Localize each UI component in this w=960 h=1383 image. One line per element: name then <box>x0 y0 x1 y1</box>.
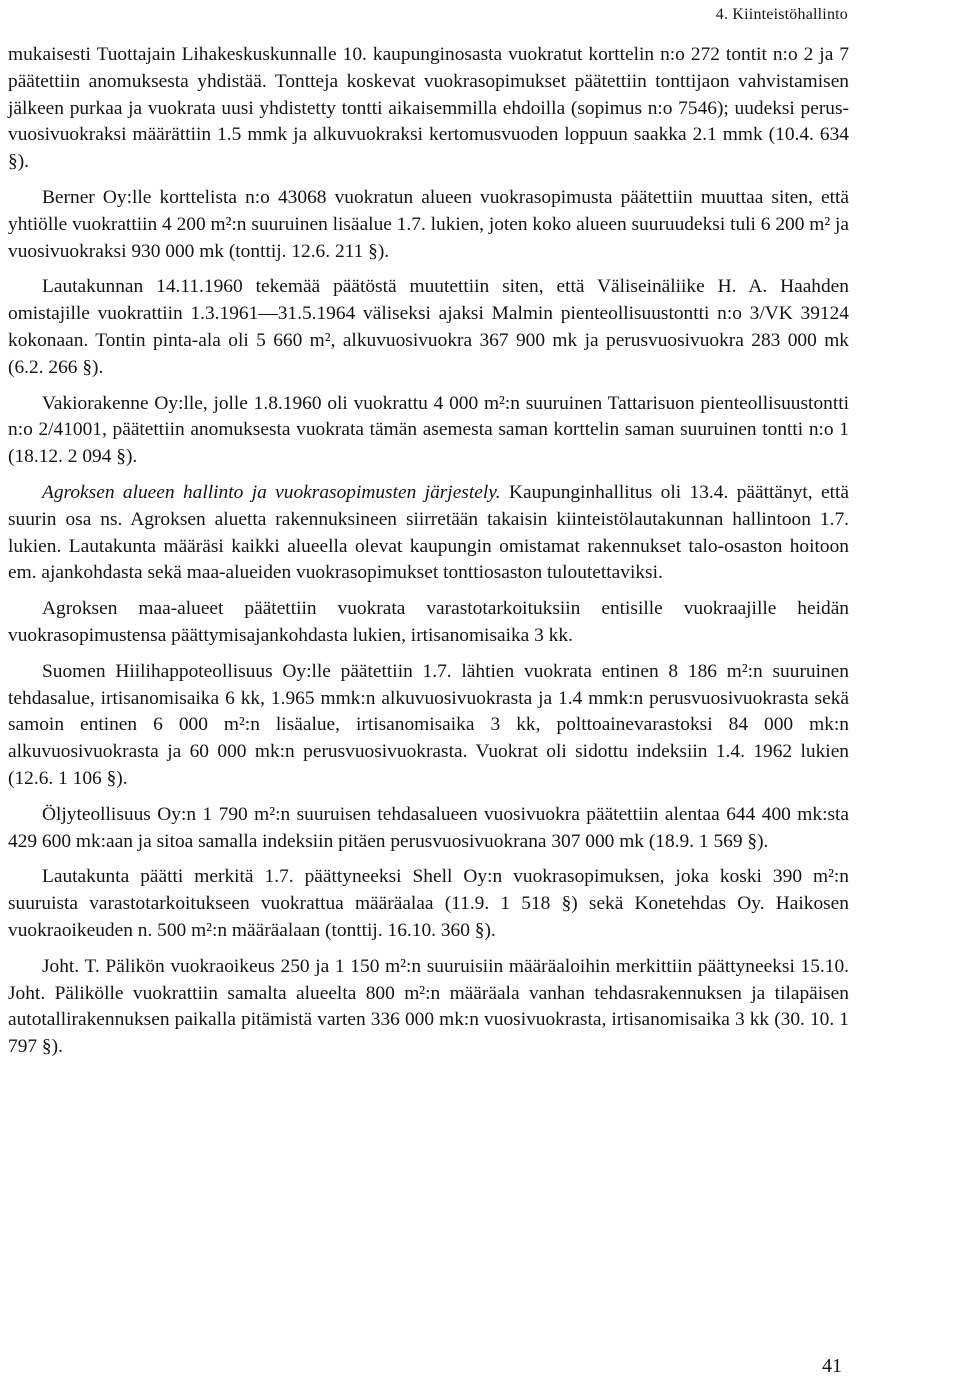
body-text <box>8 42 849 1061</box>
paragraph-5 <box>8 480 849 587</box>
paragraph-6: Agroksen maa-alueet päätettiin vuokrata varastotarkoituksiin entisille vuokraajille heidän vuokrasopimustensa päättymisajankohdasta lukien, irtisanomisaika 3 kk. <box>8 598 849 646</box>
section-heading: Agroksen alueen hallinto ja vuokrasopimusten järjestely. <box>42 481 501 503</box>
paragraph-10: Joht. T. Pälikön vuokraoikeus 250 ja 1 150 m²:n suuruisiin määräaloihin merkittiin päättyneeksi 15.10. Joht. Pälikölle vuokrattiin samalta alueelta 800 m²:n määräala vanhan tehdasrakennuksen ja tilapäisen autotallirakennuksen paikalla pitämistä varten 336 000 mk:n vuosivuokrasta, irtisanomisaika 3 kk (30. 10. 1 797 §). <box>8 955 849 1058</box>
paragraph-2: Berner Oy:lle korttelista n:o 43068 vuokratun alueen vuokrasopimusta päätettiin muuttaa siten, että yhtiölle vuokrattiin 4 200 m²:n suuruinen lisäalue 1.7. lukien, joten koko alueen suuruudeksi tuli 6 200 m² ja vuosivuokraksi 930 000 mk (tonttij. 12.6. 211 §). <box>8 186 849 262</box>
paragraph-5-text: Kaupunginhallitus oli 13.4. päättänyt, että suurin osa ns. Agroksen aluetta rakennuksineen siirretään takaisin kiinteistölautakunnan hallintoon 1.7. lukien. Lautakunta määräsi kaikki alueella olevat kaupungin omistamat rakennukset talo-osaston hoitoon em. ajankohdasta sekä maa-alueiden vuokrasopimukset tonttiosaston tuloutettaviksi. <box>8 481 850 584</box>
paragraph-8: Öljyteollisuus Oy:n 1 790 m²:n suuruisen tehdasalueen vuosivuokra päätettiin alentaa 644 400 mk:sta 429 600 mk:aan ja sitoa samalla indeksiin pitäen perusvuosivuokrana 307 000 mk (18.9. 1 569 §). <box>8 803 849 852</box>
paragraph-4: Vakiorakenne Oy:lle, jolle 1.8.1960 oli vuokrattu 4 000 m²:n suuruinen Tattarisuon pienteollisuustontti n:o 2/41001, päätettiin anomuksesta vuokrata tämän asemesta saman korttelin saman suuruinen tontti n:o 1 (18.12. 2 094 §). <box>8 392 849 468</box>
page-number: 41 <box>822 1355 842 1377</box>
paragraph-1: mukaisesti Tuottajain Lihakeskuskunnalle 10. kaupunginosasta vuokratut korttelin n:o 272 tontit n:o 2 ja 7 päätettiin anomuksesta yhdistää. Tontteja koskevat vuokrasopimukset päätettiin tonttijaon vahvistamisen jälkeen purkaa ja vuokrata uusi yhdistetty tontti aikaisemmilla ehdoilla (sopimus n:o 7546); uudeksi perusvuosivuokraksi määrättiin 1.5 mmk ja alkuvuokraksi kertomusvuoden loppuun saakka 2.1 mmk (10.4. 634 §). <box>8 44 849 173</box>
paragraph-3: Lautakunnan 14.11.1960 tekemää päätöstä muutettiin siten, että Väliseinäliike H. A. Haahden omistajille vuokrattiin 1.3.1961—31.5.1964 väliseksi ajaksi Malmin pienteollisuustontti n:o 3/VK 39124 kokonaan. Tontin pinta-ala oli 5 660 m², alkuvuosivuokra 367 900 mk ja perusvuosivuokra 283 000 mk (6.2. 266 §). <box>8 276 849 378</box>
paragraph-9: Lautakunta päätti merkitä 1.7. päättyneeksi Shell Oy:n vuokrasopimuksen, joka koski 390 m²:n suuruista varastotarkoitukseen vuokrattua määräalaa (11.9. 1 518 §) sekä Konetehdas Oy. Haikosen vuokraoikeuden n. 500 m²:n määräalaan (tonttij. 16.10. 360 §). <box>8 866 849 941</box>
running-head: 4. Kiinteistöhallinto <box>715 6 848 23</box>
paragraph-7: Suomen Hiilihappoteollisuus Oy:lle päätettiin 1.7. lähtien vuokrata entinen 8 186 m²:n suuruinen tehdasalue, irtisanomisaika 6 kk, 1.965 mmk:n alkuvuosivuokrasta ja 1.4 mmk:n perusvuosivuokrasta sekä samoin entinen 6 000 m²:n lisäalue, irtisanomisaika 3 kk, polttoainevarastoksi 84 000 mk:n alkuvuosivuokrasta ja 60 000 mk:n perusvuosivuokrasta. Vuokrat oli sidottu indeksiin 1.4. 1962 lukien (12.6. 1 106 §). <box>8 660 849 789</box>
